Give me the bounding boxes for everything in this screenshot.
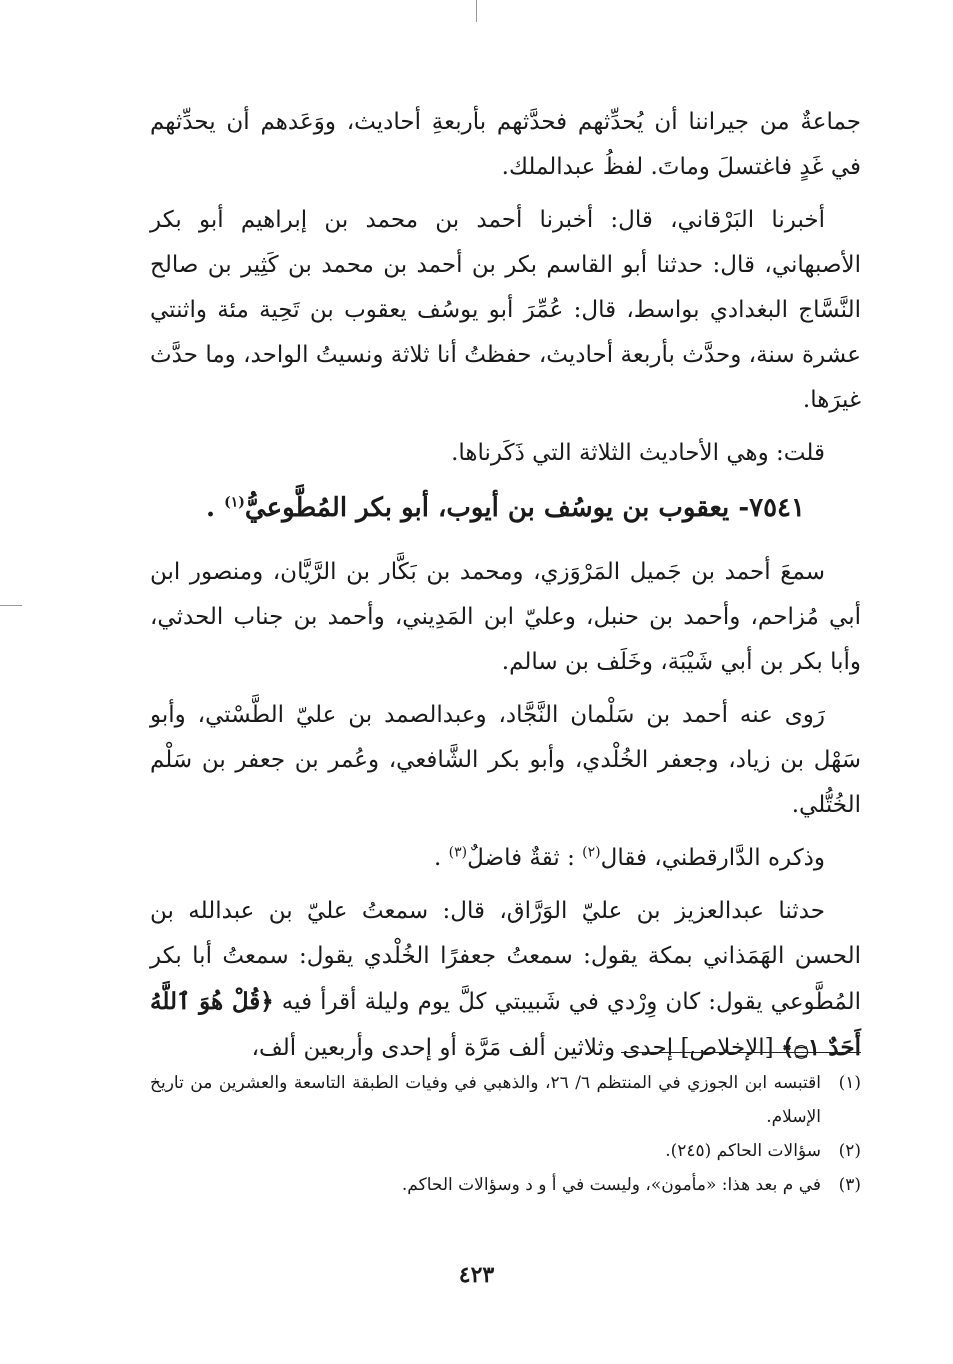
paragraph-line: في غَدٍ فاغتسلَ وماتَ. لفظُ عبدالملك. xyxy=(501,154,861,180)
paragraph-continuation xyxy=(150,100,861,190)
page-number: ٤٢٣ xyxy=(458,1262,495,1288)
footnote-ref: (٢) xyxy=(582,844,601,861)
paragraph-teachers: سمعَ أحمد بن جَميل المَرْوَزي، ومحمد بن بَكَّار بن الرَّيَّان، ومنصور ابن أبي مُزاحم، وأحمد بن حنبل، وعليّ ابن المَدِيني، وأحمد بن جناب الحدثي، وأبا بكر بن أبي شَيْبَة، وخَلَف بن سالم. xyxy=(150,559,861,675)
grading-text: وذكره الدَّارقطني، فقال xyxy=(600,845,825,871)
footnote-ref: (٣) xyxy=(448,844,468,861)
quran-verse: ﴿قُلْ هُوَ ٱللَّهُ أَحَدٌ ۝١﴾ xyxy=(150,988,861,1061)
paragraph-isnad: أخبرنا البَرْقاني، قال: أخبرنا أحمد بن محمد بن إبراهيم أبو بكر الأصبهاني، قال: حدثنا أبو القاسم بكر بن أحمد بن محمد بن كَثِير بن صالح النَّسَّاج البغدادي بواسط، قال: عُمِّرَ أبو يوسُف يعقوب بن تَحِية مئة واثنتي عشرة سنة، وحدَّث بأربعة أحاديث، حفظتُ أنا ثلاثة ونسيتُ الواحد، وما حدَّث غيرَها. xyxy=(150,207,861,413)
entry-title: ٧٥٤١- يعقوب بن يوسُف بن أيوب، أبو بكر المُطَّوعيُّ xyxy=(244,493,805,523)
entry-heading: ٧٥٤١- يعقوب بن يوسُف بن أيوب، أبو بكر المُطَّوعيُّ$^{(١)}$ . xyxy=(206,493,805,523)
footnote-number: (١) xyxy=(838,1073,861,1093)
footnote-ref: (١) xyxy=(224,494,245,511)
footnotes xyxy=(150,1066,861,1202)
paragraph-line: جماعةٌ من جيراننا أن يُحدِّثهم فحدَّثهم بأربعةِ أحاديث، ووَعَدهم أن يحدِّثهم xyxy=(150,109,861,135)
paragraph-note: قلت: وهي الأحاديث الثلاثة التي ذَكَرناها. xyxy=(451,440,825,466)
main-text xyxy=(150,100,861,1079)
footnote-number: (٣) xyxy=(838,1175,861,1195)
scan-mark-top xyxy=(476,0,477,22)
footnote-text: في م بعد هذا: «مأمون»، وليست في أ و د وسؤالات الحاكم. xyxy=(401,1175,821,1195)
footnote-number: (٢) xyxy=(838,1141,861,1161)
footnote-text: سؤالات الحاكم (٢٤٥). xyxy=(665,1141,821,1161)
grading-verdict: : ثقةٌ فاضلٌ xyxy=(467,845,575,871)
footnote-item xyxy=(150,1134,861,1168)
scan-mark-left xyxy=(0,605,22,606)
footnote-divider xyxy=(621,1052,861,1053)
paragraph-narration xyxy=(150,889,861,1071)
narration-text: حدثنا عبدالعزيز بن عليّ الوَرَّاق، قال: سمعتُ عليّ بن عبدالله بن الحسن الهَمَذاني بمكة يقول: سمعتُ جعفرًا الخُلْدي يقول: سمعتُ أبا بكر المُطَّوعي يقول: كان وِرْدي في شَبيبتي كلَّ يوم وليلة أقرأ فيه xyxy=(150,898,862,1015)
footnote-text: اقتبسه ابن الجوزي في المنتظم ٦/ ٢٦، والذهبي في وفيات الطبقة التاسعة والعشرين من تاريخ الإسلام. xyxy=(150,1073,821,1127)
narration-text-cont: [الإخلاص] إحدى وثلاثين ألف مَرَّة أو إحدى وأربعين ألف، xyxy=(251,1035,774,1061)
paragraph-students: رَوى عنه أحمد بن سَلْمان النَّجَّاد، وعبدالصمد بن عليّ الطَّسْتي، وأبو سَهْل بن زياد، وجعفر الخُلْدي، وأبو بكر الشَّافعي، وعُمر بن جعفر بن سَلْم الخُتُّلي. xyxy=(150,702,861,818)
footnote-item xyxy=(150,1168,861,1202)
footnote-item xyxy=(150,1066,861,1134)
paragraph-grading: وذكره الدَّارقطني، فقال$^{(٢)}$ : ثقةٌ فاضلٌ$^{(٣)}$ . xyxy=(434,844,825,871)
